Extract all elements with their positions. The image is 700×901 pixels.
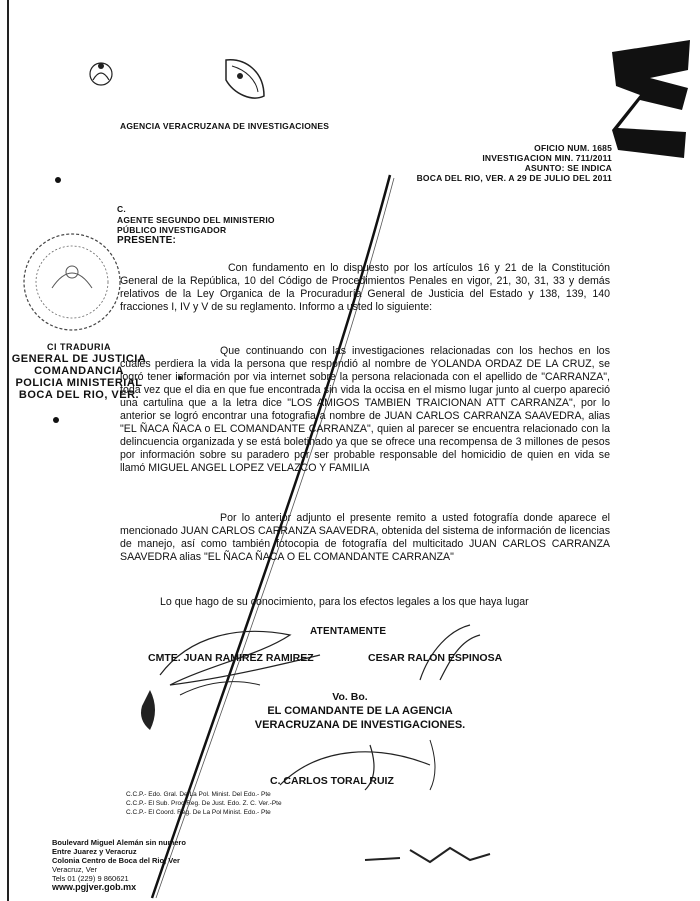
recipient-office: PÚBLICO INVESTIGADOR (117, 225, 227, 235)
paragraph-3: Por lo anterior adjunto el presente remito a usted fotografía donde aparece el mencionado JUAN CARLOS CARRANZA SAAVEDRA, obtenida del sistema de información de licencias de manejo, así como también fotocopia de fotografía del multicitado JUAN CARLOS CARRANZA SAAVEDRA alias "EL ÑACA ÑACA O EL COMANDANTE CARRANZA" (120, 512, 610, 563)
official-seal (18, 228, 126, 336)
paragraph-2: Que continuando con las investigaciones relacionadas con los hechos en los cuales perdiera la vida la persona que respondió al nombre de YOLANDA ORDAZ DE LA CRUZ, se logró tener información por via internet sobre la persona relacionada con el apellido de "CARRANZA", toda vez que el dia en que fue encontrada sin vida la occisa en el mismo lugar junto al cuerpo apareció una cartulina que a la letra dice "LOS AMIGOS TAMBIEN TRAICIONAN ATT CARRANZA", por lo anterior se logró encontrar una fotografia a nombre de JUAN CARLOS CARRANZA SAAVEDRA, alias "EL ÑACA ÑACA o EL COMANDANTE CARRANZA", quien al parecer se encuentra relacionado con la delincuencia organizada y se está boletinado ya que se ofrece una recompensa de 3 millones de pesos por información sobre su paradero por ser probable responsable del homicidio de quien en vida se llamó MIGUEL ANGEL LOPEZ VELAZCO Y FAMILIA (120, 345, 610, 474)
seal-line-2: GENERAL DE JUSTICIA (11, 353, 147, 365)
reference-block (417, 143, 612, 183)
seal-line-4: POLICIA MINISTERIAL (15, 377, 143, 389)
redaction-blot (612, 40, 690, 158)
agency-name: AGENCIA VERACRUZANA DE INVESTIGACIONES (120, 121, 330, 131)
coat-of-arms-logo (85, 58, 117, 90)
footer-line-1: Boulevard Miguel Alemán sin numero (52, 838, 186, 847)
vobo-line-2: VERACRUZANA DE INVESTIGACIONES. (254, 719, 466, 731)
signer-right-name: CESAR RALON ESPINOSA (368, 652, 503, 664)
paragraph-1: Con fundamento en lo dispuesto por los artículos 16 y 21 de la Constitución General de la República, 10 del Código de Procedimientos Penales en vigor, 21, 30, 31, 33 y demás relativos de la Ley Organica de la Procuraduría General de Justicia del Estado y 138, 139, 140 fracciones I, IV y V de su reglamento. Informo a usted lo siguiente: (120, 262, 610, 313)
agency-emblem-logo (216, 52, 272, 106)
seal-line-5: BOCA DEL RIO, VER. (18, 389, 140, 401)
recipient-title: AGENTE SEGUNDO DEL MINISTERIO (117, 214, 275, 225)
ccp-line-1: C.C.P.- Edo. Gral. De La Pol. Minist. Del Edo.- Pte (126, 791, 271, 798)
footer-line-5: Tels 01 (229) 9 860621 (52, 874, 129, 883)
oficio-number: OFICIO NUM. 1685 (534, 143, 612, 153)
bottom-scribble (360, 840, 500, 870)
vobo-block (220, 690, 500, 732)
recipient-block (117, 204, 275, 246)
footer-line-3: Colonia Centro de Boca del Rio, Ver (52, 856, 180, 865)
seal-line-1: CI TRADURIA (47, 342, 111, 352)
footer-line-2: Entre Juarez y Veracruz (52, 847, 137, 856)
recipient-c: C. (117, 204, 126, 214)
footer-line-4: Veracruz, Ver (52, 865, 98, 874)
ccp-line-3: C.C.P.- El Coord. Reg. De La Pol Minist. Edo.- Pte (126, 809, 271, 816)
signer-left-name: CMTE. JUAN RAMIREZ RAMIREZ (148, 652, 314, 664)
ccp-block (126, 790, 282, 817)
vobo-line-1: EL COMANDANTE DE LA AGENCIA (267, 705, 453, 717)
ccp-line-2: C.C.P.- El Sub. Proc Reg. De Just. Edo. Z. C. Ver.-Pte (126, 800, 282, 807)
place-date: BOCA DEL RIO, VER. A 29 DE JULIO DEL 2011 (416, 173, 612, 183)
atentamente-label: ATENTAMENTE (310, 626, 387, 637)
subject-line: ASUNTO: SE INDICA (524, 163, 612, 173)
vobo-name: C. CARLOS TORAL RUIZ (270, 775, 394, 787)
investigation-number: INVESTIGACION MIN. 711/2011 (482, 153, 612, 163)
recipient-presente: PRESENTE: (117, 234, 177, 246)
footer-address (52, 838, 186, 892)
vobo-label: Vo. Bo. (332, 691, 368, 703)
closing-line: Lo que hago de su conocimiento, para los efectos legales a los que haya lugar (160, 596, 529, 608)
seal-line-3: COMANDANCIA (34, 365, 124, 377)
footer-website: www.pgjver.gob.mx (52, 882, 137, 892)
